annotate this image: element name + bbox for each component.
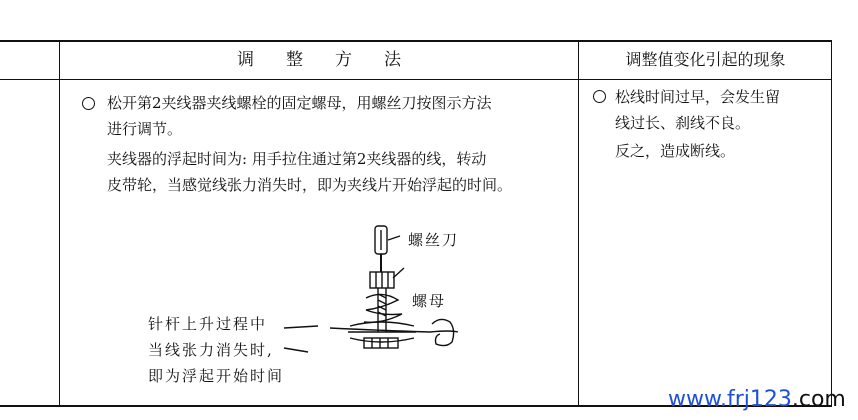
phenomenon-line-1: 松线时间过早，会发生留 (615, 88, 781, 106)
method-line-4: 皮带轮，当感觉线张力消失时，即为夹线片开始浮起的时间。 (107, 176, 513, 194)
watermark-suffix: .com (791, 387, 846, 412)
label-nut: 螺母 (412, 292, 447, 310)
phenomenon-line-2: 线过长、刹线不良。 (615, 114, 751, 132)
label-screwdriver: 螺丝刀 (408, 231, 460, 249)
header-adjustment-method: 调整方法 (237, 50, 433, 70)
method-line-1: 松开第2夹线器夹线螺栓的固定螺母，用螺丝刀按图示方法 (107, 94, 492, 112)
column-divider-middle (578, 41, 579, 406)
column-divider-right (831, 41, 832, 406)
figure-caption-line-3: 即为浮起开始时间 (148, 367, 285, 385)
method-line-3: 夹线器的浮起时间为: 用手拉住通过第2夹线器的线，转动 (107, 150, 487, 168)
figure-caption-line-2: 当线张力消失时, (148, 341, 274, 359)
watermark-domain: www.frj123 (668, 387, 792, 412)
watermark (668, 387, 846, 412)
header-bottom-border (0, 79, 832, 80)
header-phenomenon: 调整值变化引起的现象 (625, 50, 786, 69)
column-divider-left (59, 41, 60, 406)
phenomenon-bullet-circle-icon (593, 90, 606, 103)
method-line-2: 进行调节。 (107, 120, 183, 138)
phenomenon-line-3: 反之，造成断线。 (615, 142, 736, 160)
hand-icon (432, 319, 454, 345)
bullet-circle-icon (82, 97, 95, 110)
figure-caption-line-1: 针杆上升过程中 (148, 315, 268, 333)
